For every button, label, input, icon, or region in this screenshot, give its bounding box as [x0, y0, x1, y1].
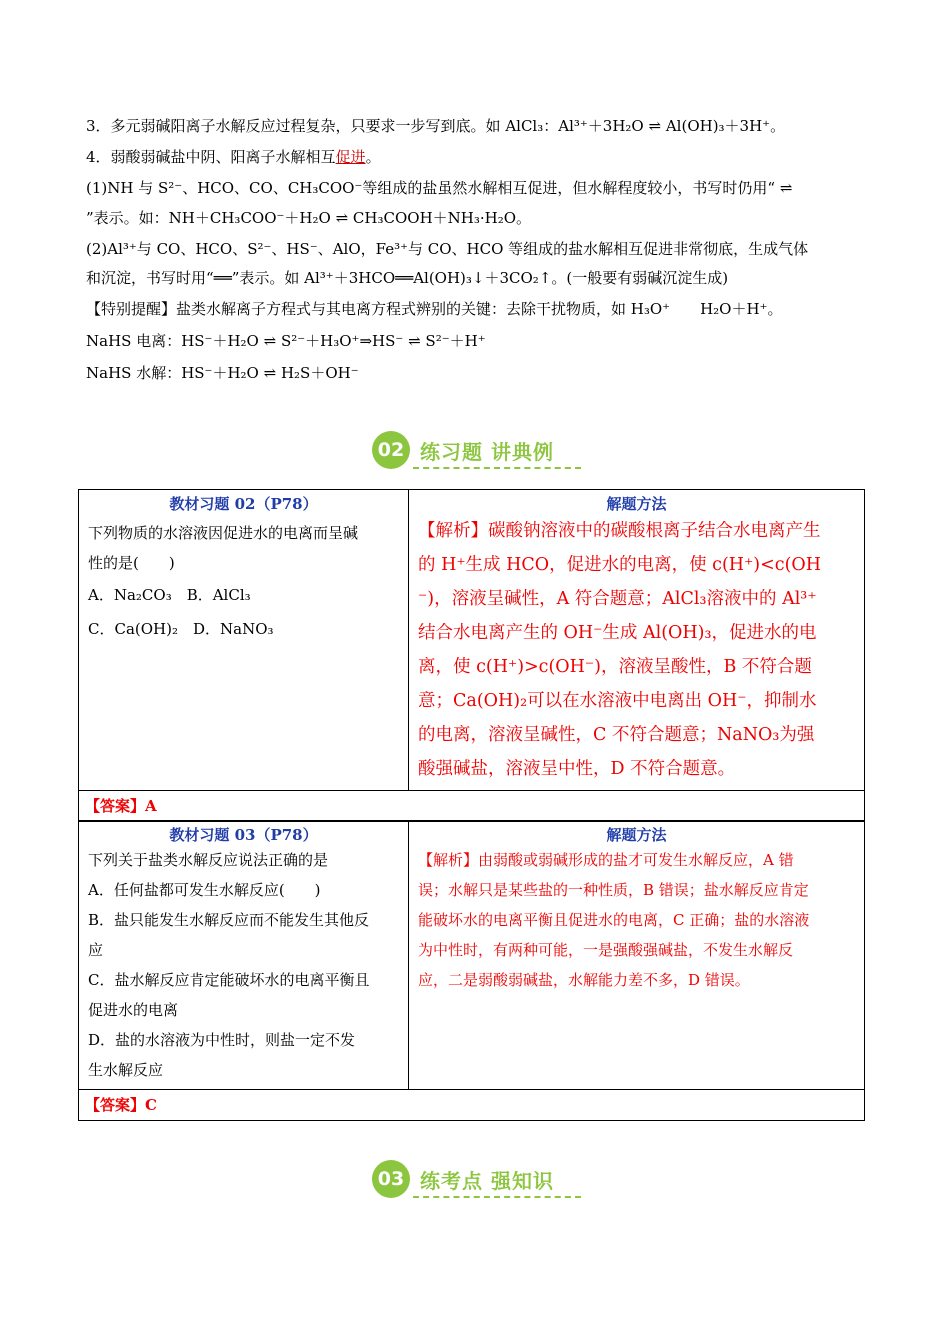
analysis-line: 能破坏水的电离平衡且促进水的电离，C 正确；盐的水溶液 — [418, 911, 810, 929]
option-line: B．盐只能发生水解反应而不能发生其他反 — [88, 911, 370, 929]
answer-value: A — [145, 797, 157, 815]
question-stem-line: 下列物质的水溶液因促进水的电离而呈碱 — [88, 524, 359, 542]
table-row — [79, 1090, 865, 1121]
method-cell — [409, 821, 865, 1090]
table-row — [79, 791, 865, 822]
section-02-header — [372, 431, 554, 469]
answer-label: 【答案】 — [85, 1096, 146, 1114]
intro-line-5: (1)NH 与 S²⁻、HCO、CO、CH₃COO⁻等组成的盐虽然水解相互促进，但水解程度较小，书写时仍用“ ⇌ — [86, 179, 793, 197]
analysis-line: 【解析】碳酸钠溶液中的碳酸根离子结合水电离产生 — [418, 521, 821, 541]
analysis-line: 离，使 c(H⁺)>c(OH⁻)，溶液呈酸性，B 不符合题 — [418, 657, 812, 677]
section-divider — [413, 1196, 581, 1198]
answer-label: 【答案】 — [85, 797, 146, 815]
answer-value: C — [145, 1096, 157, 1114]
promote-link[interactable]: 促进 — [335, 148, 366, 166]
analysis-line: 【解析】由弱酸或弱碱形成的盐才可发生水解反应，A 错 — [418, 851, 794, 869]
intro-line-6: ”表示。如：NH＋CH₃COO⁻＋H₂O ⇌ CH₃COOH＋NH₃·H₂O。 — [86, 209, 532, 227]
table-row — [79, 821, 865, 1090]
analysis-line: 的 H⁺生成 HCO，促进水的电离，使 c(H⁺)<c(OH — [418, 555, 822, 575]
method-cell — [409, 490, 865, 791]
option-line: 促进水的电离 — [88, 1001, 179, 1019]
method-heading: 解题方法 — [606, 826, 667, 844]
option-a-b: A．Na₂CO₃ B．AlCl₃ — [88, 586, 251, 604]
analysis-line: 为中性时，有两种可能，一是强酸强碱盐，不发生水解反 — [418, 941, 794, 959]
answer-cell — [79, 1090, 865, 1121]
question-cell — [79, 490, 409, 791]
option-line: A．任何盐都可发生水解反应( ) — [88, 881, 321, 899]
question-table-2 — [78, 820, 865, 1121]
intro-line-4-suffix: 。 — [365, 148, 381, 166]
nahs-hydrolysis: NaHS 水解：HS⁻＋H₂O ⇌ H₂S＋OH⁻ — [86, 364, 359, 382]
question-table-1 — [78, 489, 865, 822]
intro-line-4 — [86, 146, 381, 168]
intro-line-4-prefix: 4．弱酸弱碱盐中阴、阳离子水解相互 — [86, 148, 336, 166]
analysis-line: 结合水电离产生的 OH⁻生成 Al(OH)₃，促进水的电 — [418, 623, 817, 643]
section-number-badge: 02 — [372, 431, 410, 469]
section-03-header — [372, 1160, 554, 1198]
question-heading: 教材习题 02（P78） — [169, 495, 318, 513]
section-divider — [413, 467, 581, 469]
analysis-line: 应，二是弱酸弱碱盐，水解能力差不多，D 错误。 — [418, 971, 750, 989]
answer-cell — [79, 791, 865, 822]
analysis-line: 的电离，溶液呈碱性，C 不符合题意；NaNO₃为强 — [418, 725, 815, 745]
intro-line-8: 和沉淀，书写时用“══”表示。如 Al³⁺＋3HCO══Al(OH)₃↓＋3CO₂↑。(一般要有弱碱沉淀生成) — [86, 269, 729, 287]
section-number-badge: 03 — [372, 1160, 410, 1198]
table-row — [79, 490, 865, 791]
option-line: C．盐水解反应肯定能破坏水的电离平衡且 — [88, 971, 370, 989]
option-line: D．盐的水溶液为中性时，则盐一定不发 — [88, 1031, 356, 1049]
nahs-ionization: NaHS 电离：HS⁻＋H₂O ⇌ S²⁻＋H₃O⁺⇒HS⁻ ⇌ S²⁻＋H⁺ — [86, 332, 486, 350]
special-reminder: 【特别提醒】盐类水解离子方程式与其电离方程式辨别的关键：去除干扰物质，如 H₃O⁺ H₂O＋H⁺。 — [86, 300, 783, 318]
section-title: 练考点 强知识 — [420, 1168, 554, 1193]
intro-line-3: 3．多元弱碱阳离子水解反应过程复杂，只要求一步写到底。如 AlCl₃：Al³⁺＋3H₂O ⇌ Al(OH)₃＋3H⁺。 — [86, 117, 786, 135]
option-line: 应 — [88, 941, 104, 959]
method-heading: 解题方法 — [606, 495, 667, 513]
question-stem-line: 下列关于盐类水解反应说法正确的是 — [88, 851, 329, 869]
intro-line-7: (2)Al³⁺与 CO、HCO、S²⁻、HS⁻、AlO，Fe³⁺与 CO、HCO 等组成的盐水解相互促进非常彻底，生成气体 — [86, 240, 809, 258]
analysis-line: 酸强碱盐，溶液呈中性，D 不符合题意。 — [418, 759, 736, 779]
analysis-line: ⁻)，溶液呈碱性，A 符合题意；AlCl₃溶液中的 Al³⁺ — [418, 589, 817, 609]
question-heading: 教材习题 03（P78） — [169, 826, 318, 844]
section-title: 练习题 讲典例 — [420, 439, 554, 464]
analysis-line: 误；水解只是某些盐的一种性质，B 错误；盐水解反应肯定 — [418, 881, 809, 899]
option-c-d: C．Ca(OH)₂ D．NaNO₃ — [88, 620, 274, 638]
question-stem-line: 性的是( ) — [88, 554, 175, 572]
question-cell — [79, 821, 409, 1090]
analysis-line: 意；Ca(OH)₂可以在水溶液中电离出 OH⁻，抑制水 — [418, 691, 817, 711]
option-line: 生水解反应 — [88, 1061, 164, 1079]
